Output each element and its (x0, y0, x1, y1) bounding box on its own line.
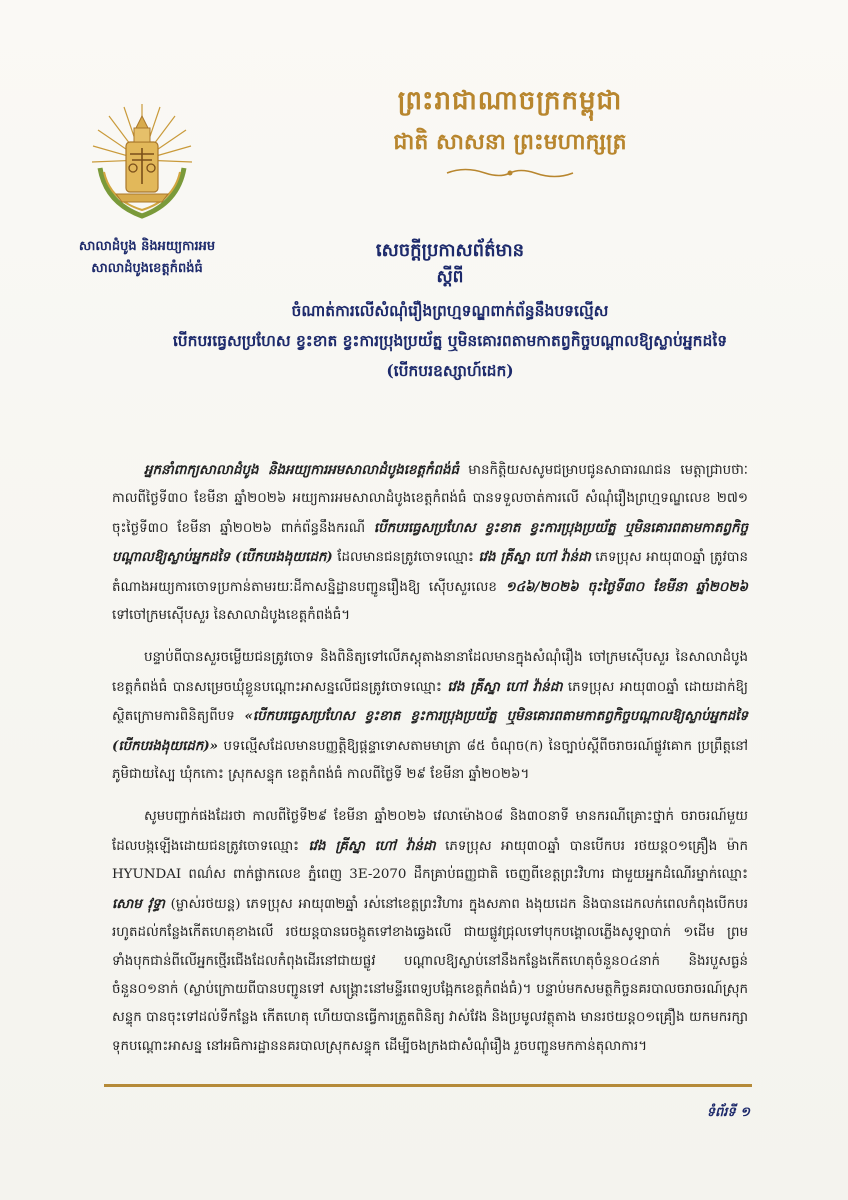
paragraph-2 (112, 644, 748, 789)
p3-text-c: (ម្ចាស់រថយន្ត) ភេទប្រុស អាយុ៣២ឆ្នាំ រស់នៅខេត្តព្រះវិហារ ក្នុងសភាព ងងុយដេក និងបានដេកលក់ពេលកំពុងបើកបរ រហូតដល់កន្លែងកើតហេតុខាងលើ រថយន្តបានរេចង្កូតទៅខាងឆ្វេងលើ ជាយផ្លូវជ្រុលទៅបុកបង្គោលភ្លើងសូឡាបាក់ ១ដើម ព្រមទាំងបុកជាន់ពីលើអ្នកថ្មើរជើងដែលកំពុងដើរនៅជាយផ្លូវ បណ្ដាលឱ្យស្លាប់នៅនឹងកន្លែងកើតហេតុចំនួន០៤នាក់ និងរបួសធ្ងន់ ចំនួន០១នាក់ (ស្លាប់ក្រោយពីបានបញ្ជូនទៅ សង្គ្រោះនៅមន្ទីរពេទ្យបង្អែកខេត្តកំពង់ធំ)។ បន្ទាប់មកសមត្ថកិច្ចនគរបាលចរាចរណ៍ស្រុកសន្ទុក បានចុះទៅដល់ទីកន្លែង កើតហេតុ ហើយបានធ្វើការត្រួតពិនិត្យ វាស់វែង និងប្រមូលវត្ថុតាង មានរថយន្ត០១គ្រឿង យកមករក្សាទុកបណ្ដោះអាសន្ន នៅអធិការដ្ឋាននគរបាលស្រុកសន្ទុក ដើម្បីចងក្រងជាសំណុំរឿង រួចបញ្ជូនមកកាន់តុលាការ។ (112, 896, 748, 1054)
offense-name: បើកបរធ្វេសប្រហែស ខ្វះខាត ខ្វះការប្រុងប្រយ័ត្ន ឬមិនគោរពតាមកាតព្វកិច្ចបណ្ដាលឱ្យស្លាប់អ្នកដទៃ (បើកបរងងុយដេក) (112, 519, 748, 566)
p3-text-b: ភេទប្រុស អាយុ៣០ឆ្នាំ បានបើកបរ រថយន្ត០១គ្រឿង ម៉ាក HYUNDAI ពណ៌ស ពាក់ផ្លាកលេខ ភ្នំពេញ 3E-2070 ដឹកគ្រាប់ធញ្ញជាតិ ចេញពីខេត្តព្រះវិហារ ជាមួយអ្នកដំណើរម្នាក់ឈ្មោះ (112, 838, 748, 883)
ornament-divider-icon (445, 166, 575, 180)
p1-text-c: ភេទប្រុស អាយុ៣០ឆ្នាំ ត្រូវបានតំណាងអយ្យការចោទប្រកាន់តាមរយៈដីកាសន្និដ្ឋានបញ្ជូនរឿងឱ្យ ស៊ើបសួរលេខ (112, 550, 748, 595)
issuer-line-2: សាលាដំបូងខេត្តកំពង់ធំ (91, 261, 203, 276)
document-type-heading: សេចក្ដីប្រកាសព័ត៌មាន (375, 240, 525, 261)
offense-name: «បើកបរធ្វេសប្រហែស ខ្វះខាត ខ្វះការប្រុងប្រយ័ត្ន ឬមិនគោរពតាមកាតព្វកិច្ចបណ្ដាលឱ្យស្លាប់អ្នកដទៃ (បើកបរងងុយដេក)» (112, 708, 749, 754)
subject-heading (100, 296, 800, 386)
issuer-line-1: សាលាដំបូង និងអយ្យការអម (78, 239, 216, 254)
p2-text-a: បន្ទាប់ពីបានសួរចម្លើយជនត្រូវចោទ និងពិនិត្យទៅលើភស្តុតាងនានាដែលមានក្នុងសំណុំរឿង ចៅក្រមស៊ើបសួរ នៃសាលាដំបូងខេត្តកំពង់ធំ បានសម្រេចឃុំខ្លួនបណ្ដោះអាសន្នលើជនត្រូវចោទឈ្មោះ (112, 650, 748, 695)
court-emblem-icon (86, 98, 198, 228)
body-text (112, 456, 748, 1075)
national-motto: ជាតិ សាសនា ព្រះមហាក្សត្រ (393, 129, 627, 155)
passenger-name: សោម វុទ្ធា (112, 895, 165, 912)
p1-text-d: ទៅចៅក្រមស៊ើបសួរ នៃសាលាដំបូងខេត្តកំពង់ធំ។ (112, 608, 351, 624)
kingdom-heading: ព្រះរាជាណាចក្រកម្ពុជា (397, 86, 623, 116)
footer-rule (104, 1084, 752, 1087)
spokesperson-lead: អ្នកនាំពាក្យសាលាដំបូង និងអយ្យការអមសាលាដំបូងខេត្តកំពង់ធំ (144, 462, 460, 478)
accused-name: វេង គ្រីស្នា ហៅ វ៉ាន់ដា (447, 678, 563, 695)
subject-line-3: (បើកបរឧស្សាហ៍ដេក) (386, 361, 514, 380)
about-heading: ស្ដីពី (436, 267, 464, 287)
accused-name: វេង គ្រីស្នា ហៅ វ៉ាន់ដា (478, 549, 591, 566)
paragraph-3 (112, 803, 748, 1061)
case-reference: ១៤៦/២០២៦ ចុះថ្ងៃទី៣០ ខែមីនា ឆ្នាំ២០២៦ (505, 578, 748, 595)
p2-text-b: ភេទប្រុស អាយុ៣០ឆ្នាំ ដោយដាក់ឱ្យស្ថិតក្រោមការពិនិត្យពីបទ (112, 679, 748, 725)
page-number: ទំព័រទី ១ (706, 1105, 750, 1120)
subject-line-1: ចំណាត់ការលើសំណុំរឿងព្រហ្មទណ្ឌពាក់ព័ន្ធនឹងបទល្មើស (291, 301, 609, 320)
paragraph-1 (112, 456, 748, 630)
p3-text-a: សូមបញ្ជាក់ផងដែរថា កាលពីថ្ងៃទី២៩ ខែមីនា ឆ្នាំ២០២៦ វេលាម៉ោង០៨ និង៣០នាទី មានករណីគ្រោះថ្នាក់ ចរាចរណ៍មួយ ដែលបង្កឡើងដោយជនត្រូវចោទឈ្មោះ (112, 809, 748, 854)
p2-text-c: បទល្មើសដែលមានបញ្ញត្តិឱ្យផ្ដន្ទាទោសតាមមាត្រា ៨៥ ចំណុច(ក) នៃច្បាប់ស្ដីពីចរាចរណ៍ផ្លូវគោក ប្រព្រឹត្តនៅភូមិជាយស្បៃ ឃុំកកោះ ស្រុកសន្ទុក ខេត្តកំពង់ធំ កាលពីថ្ងៃទី ២៩ ខែមីនា ឆ្នាំ២០២៦។ (112, 738, 748, 783)
subject-line-2: បើកបរធ្វេសប្រហែស ខ្វះខាត ខ្វះការប្រុងប្រយ័ត្ន ឬមិនគោរពតាមកាតព្វកិច្ចបណ្ដាលឱ្យស្លាប់អ្នកដទៃ (172, 331, 728, 350)
p1-text-a: មានកិត្តិយសសូមជម្រាបជូនសាធារណជន មេត្តាជ្រាបថាៈ កាលពីថ្ងៃទី៣០ ខែមីនា ឆ្នាំ២០២៦ អយ្យការអមសាលាដំបូងខេត្តកំពង់ធំ បានទទួលចាត់ការលើ សំណុំរឿងព្រហ្មទណ្ឌលេខ ២៧១ ចុះថ្ងៃទី៣០ ខែមីនា ឆ្នាំ២០២៦ ពាក់ព័ន្ធនឹងករណី (112, 463, 749, 536)
p1-text-b: ដែលមានជនត្រូវចោទឈ្មោះ (332, 550, 479, 566)
accused-name: វេង គ្រីស្នា ហៅ វ៉ាន់ដា (308, 837, 436, 854)
